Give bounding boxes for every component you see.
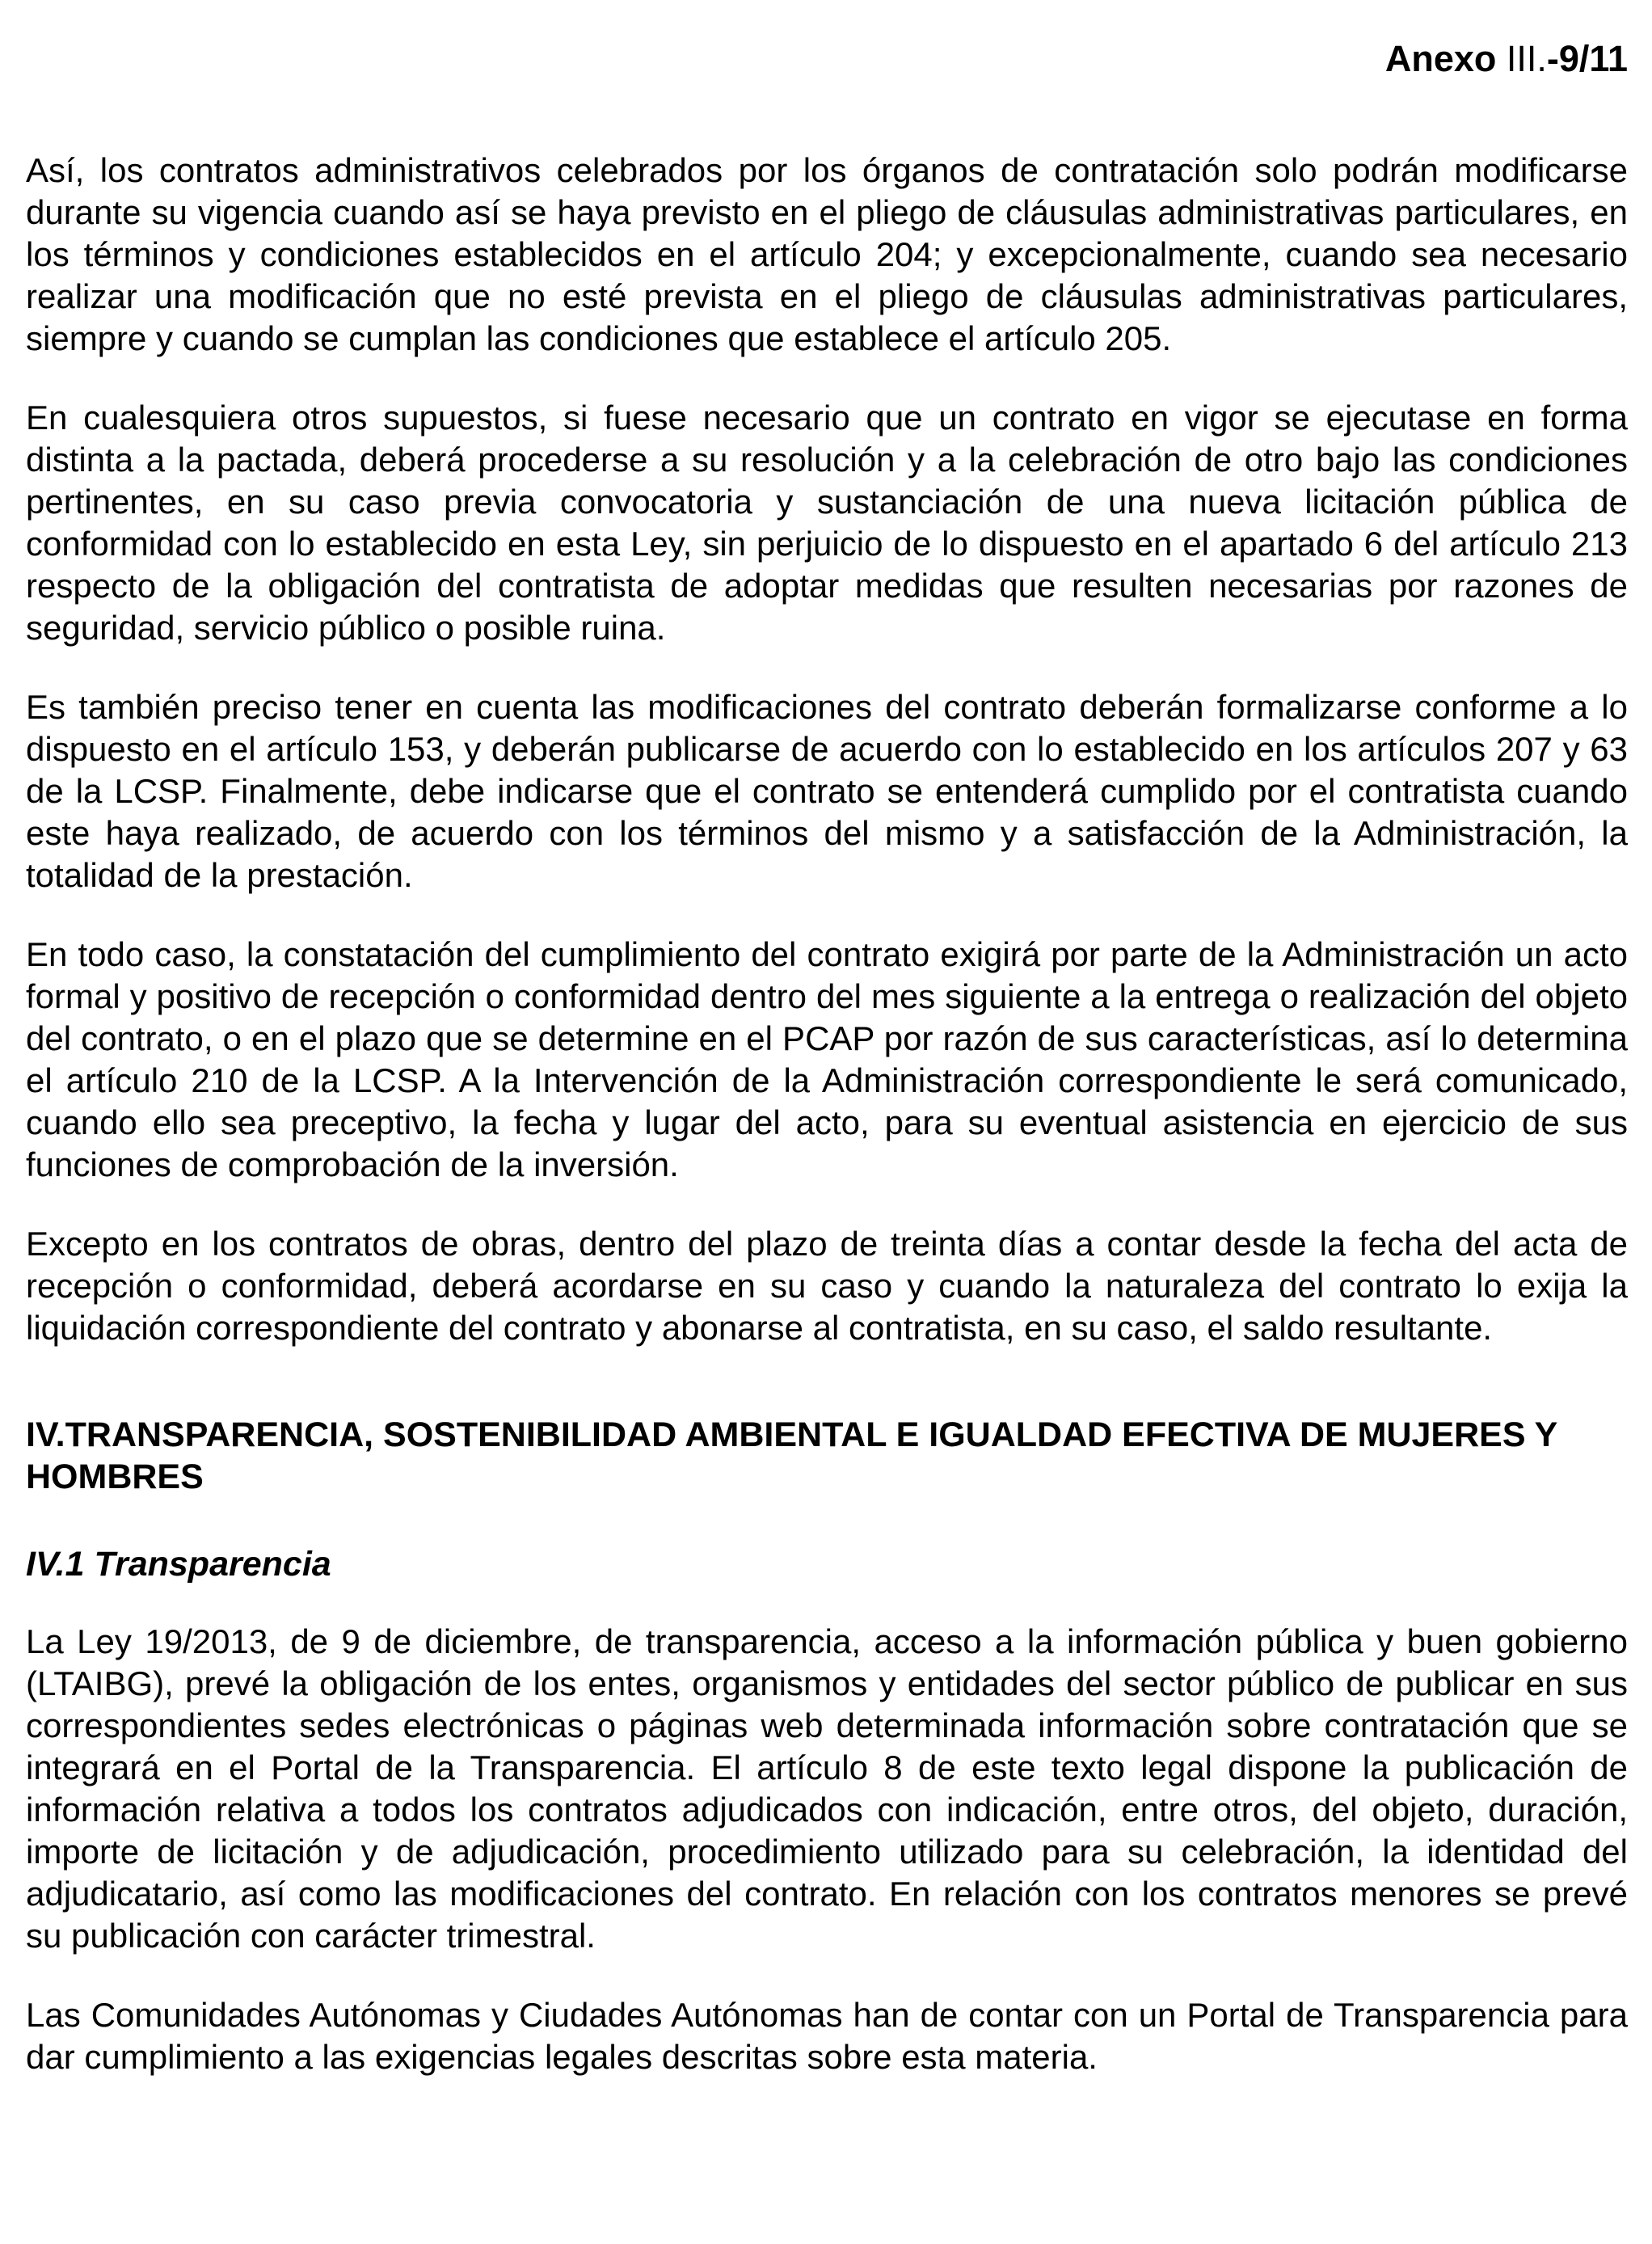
paragraph-constatacion-cumplimiento: En todo caso, la constatación del cumplimiento del contrato exigirá por parte de la Administración un acto formal y positivo de recepción o conformidad dentro del mes siguiente a la entrega o realización del objeto del contrato, o en el plazo que se determine en el PCAP por razón de sus características, así lo determina el artículo 210 de la LCSP. A la Intervención de la Administración correspondiente le será comunicado, cuando ello sea preceptivo, la fecha y lugar del acto, para su eventual asistencia en ejercicio de sus funciones de comprobación de la inversión.: [26, 935, 1628, 1183]
section-heading-transparencia: IV.TRANSPARENCIA, SOSTENIBILIDAD AMBIENTAL E IGUALDAD EFECTIVA DE MUJERES Y HOMBRES: [26, 1415, 1557, 1496]
subsection-heading-iv1-transparencia: IV.1 Transparencia: [26, 1545, 331, 1584]
paragraph-comunidades-autonomas: Las Comunidades Autónomas y Ciudades Autónomas han de contar con un Portal de Transparencia para dar cumplimiento a las exigencias legales descritas sobre esta materia.: [26, 1996, 1628, 2076]
header-annex-numeral: III.: [1506, 38, 1547, 79]
header-page-number: -9/11: [1546, 38, 1628, 79]
paragraph-liquidacion-contrato: Excepto en los contratos de obras, dentro del plazo de treinta días a contar desde la fecha del acta de recepción o conformidad, deberá acordarse en su caso y cuando la naturaleza del contrato lo exija la liquidación correspondiente del contrato y abonarse al contratista, en su caso, el saldo resultante.: [26, 1225, 1628, 1347]
page-header: [26, 40, 1628, 77]
paragraph-modificacion-contratos: Así, los contratos administrativos celebrados por los órganos de contratación solo podrán modificarse durante su vigencia cuando así se haya previsto en el pliego de cláusulas administrativas particulares, en los términos y condiciones establecidos en el artículo 204; y excepcionalmente, cuando sea necesario realizar una modificación que no esté prevista en el pliego de cláusulas administrativas particulares, siempre y cuando se cumplan las condiciones que establece el artículo 205.: [26, 151, 1628, 357]
paragraph-otros-supuestos: En cualesquiera otros supuestos, si fuese necesario que un contrato en vigor se ejecutase en forma distinta a la pactada, deberá procederse a su resolución y a la celebración de otro bajo las condiciones pertinentes, en su caso previa convocatoria y sustanciación de una nueva licitación pública de conformidad con lo establecido en esta Ley, sin perjuicio de lo dispuesto en el apartado 6 del artículo 213 respecto de la obligación del contratista de adoptar medidas que resulten necesarias por razones de seguridad, servicio público o posible ruina.: [26, 399, 1628, 647]
paragraph-ley-19-2013: La Ley 19/2013, de 9 de diciembre, de transparencia, acceso a la información pública y buen gobierno (LTAIBG), prevé la obligación de los entes, organismos y entidades del sector público de publicar en sus correspondientes sedes electrónicas o páginas web determinada información sobre contratación que se integrará en el Portal de la Transparencia. El artículo 8 de este texto legal dispone la publicación de información relativa a todos los contratos adjudicados con indicación, entre otros, del objeto, duración, importe de licitación y de adjudicación, procedimiento utilizado para su celebración, la identidad del adjudicatario, así como las modificaciones del contrato. En relación con los contratos menores se prevé su publicación con carácter trimestral.: [26, 1622, 1628, 1955]
paragraph-formalizacion-modificaciones: Es también preciso tener en cuenta las modificaciones del contrato deberán formalizarse conforme a lo dispuesto en el artículo 153, y deberán publicarse de acuerdo con lo establecido en los artículos 207 y 63 de la LCSP. Finalmente, debe indicarse que el contrato se entenderá cumplido por el contratista cuando este haya realizado, de acuerdo con los términos del mismo y a satisfacción de la Administración, la totalidad de la prestación.: [26, 688, 1628, 894]
header-annex-label: Anexo: [1384, 38, 1507, 79]
